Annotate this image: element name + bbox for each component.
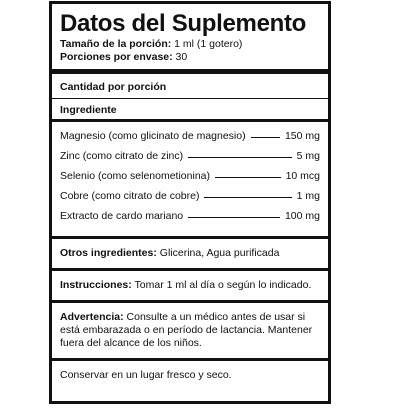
ingredient-amount: 100 mg: [284, 210, 320, 222]
amount-per-serving-heading: Cantidad por porción: [60, 81, 167, 93]
instructions-label: Instrucciones:: [60, 279, 132, 291]
warning: [60, 303, 320, 358]
serving-size: [60, 38, 320, 51]
ingredient-column-header: Ingrediente: [60, 104, 117, 116]
other-ingredients-value: Glicerina, Agua purificada: [159, 247, 280, 259]
ingredient-row: [60, 166, 320, 186]
ingredient-list: [60, 126, 320, 226]
ingredient-amount: 1 mg: [296, 190, 320, 202]
ingredient-amount: 5 mg: [296, 150, 320, 162]
ingredient-row: [60, 186, 320, 206]
ingredient-name: Cobre (como citrato de cobre): [60, 190, 200, 202]
dotted-leader: [188, 157, 292, 158]
dotted-leader: [251, 137, 280, 138]
servings-per-container: [60, 51, 320, 64]
ingredient-row: [60, 146, 320, 166]
ingredient-name: Zinc (como citrato de zinc): [60, 150, 184, 162]
warning-label: Advertencia:: [60, 311, 124, 323]
instructions-value: Tomar 1 ml al día o según lo indicado.: [134, 279, 312, 291]
ingredient-name: Magnesio (como glicinato de magnesio): [60, 130, 246, 142]
ingredient-row: [60, 126, 320, 146]
divider-medium: [52, 119, 328, 122]
serving-size-label: Tamaño de la porción:: [60, 38, 172, 50]
dotted-leader: [188, 217, 280, 218]
dotted-leader: [204, 197, 291, 198]
other-ingredients-label: Otros ingredientes:: [60, 247, 157, 259]
ingredient-name: Extracto de cardo mariano: [60, 210, 184, 222]
instructions: [60, 271, 320, 300]
dotted-leader: [215, 177, 281, 178]
supplement-facts-panel: [49, 1, 331, 404]
ingredient-row: [60, 206, 320, 226]
ingredient-amount: 10 mcg: [285, 170, 320, 182]
ingredient-amount: 150 mg: [284, 130, 320, 142]
servings-per-container-label: Porciones por envase:: [60, 51, 173, 63]
serving-size-value: 1 ml (1 gotero): [174, 38, 243, 50]
storage-note: Conservar en un lugar fresco y seco.: [60, 369, 232, 381]
ingredient-name: Selenio (como selenometionina): [60, 170, 210, 182]
other-ingredients: [60, 239, 320, 268]
panel-title: Datos del Suplemento: [60, 10, 307, 37]
servings-per-container-value: 30: [175, 51, 188, 63]
warning-value: Consulte a un médico antes de usar si está embarazada o en período de lactancia. Mantener fuera del alcance de los niños.: [60, 311, 313, 349]
